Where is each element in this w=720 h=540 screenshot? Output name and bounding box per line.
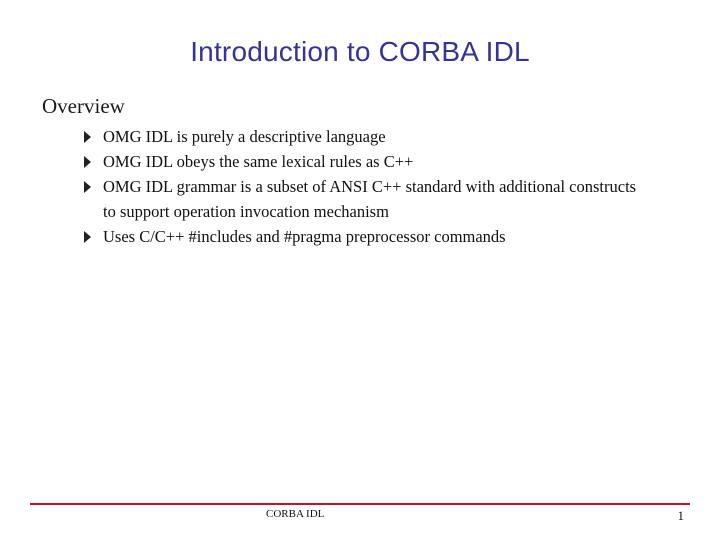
bullet-item	[84, 149, 644, 174]
triangle-right-icon	[84, 181, 91, 193]
bullet-item	[84, 174, 644, 224]
footer-label: CORBA IDL	[266, 508, 325, 520]
slide-title: Introduction to CORBA IDL	[190, 36, 530, 67]
bullet-text: OMG IDL obeys the same lexical rules as C++	[103, 152, 414, 171]
triangle-right-icon	[84, 156, 91, 168]
bullet-text: OMG IDL is purely a descriptive language	[103, 127, 386, 146]
section-heading: Overview	[42, 94, 125, 118]
bullet-text: OMG IDL grammar is a subset of ANSI C++ standard with additional constructs to support operation invocation mechanism	[103, 177, 637, 221]
footer-rule	[30, 503, 690, 505]
page-number: 1	[677, 508, 684, 523]
triangle-right-icon	[84, 131, 91, 143]
bullet-text: Uses C/C++ #includes and #pragma preprocessor commands	[103, 227, 506, 246]
bullet-item	[84, 124, 644, 149]
bullet-list	[84, 124, 644, 249]
bullet-item	[84, 224, 644, 249]
triangle-right-icon	[84, 231, 91, 243]
